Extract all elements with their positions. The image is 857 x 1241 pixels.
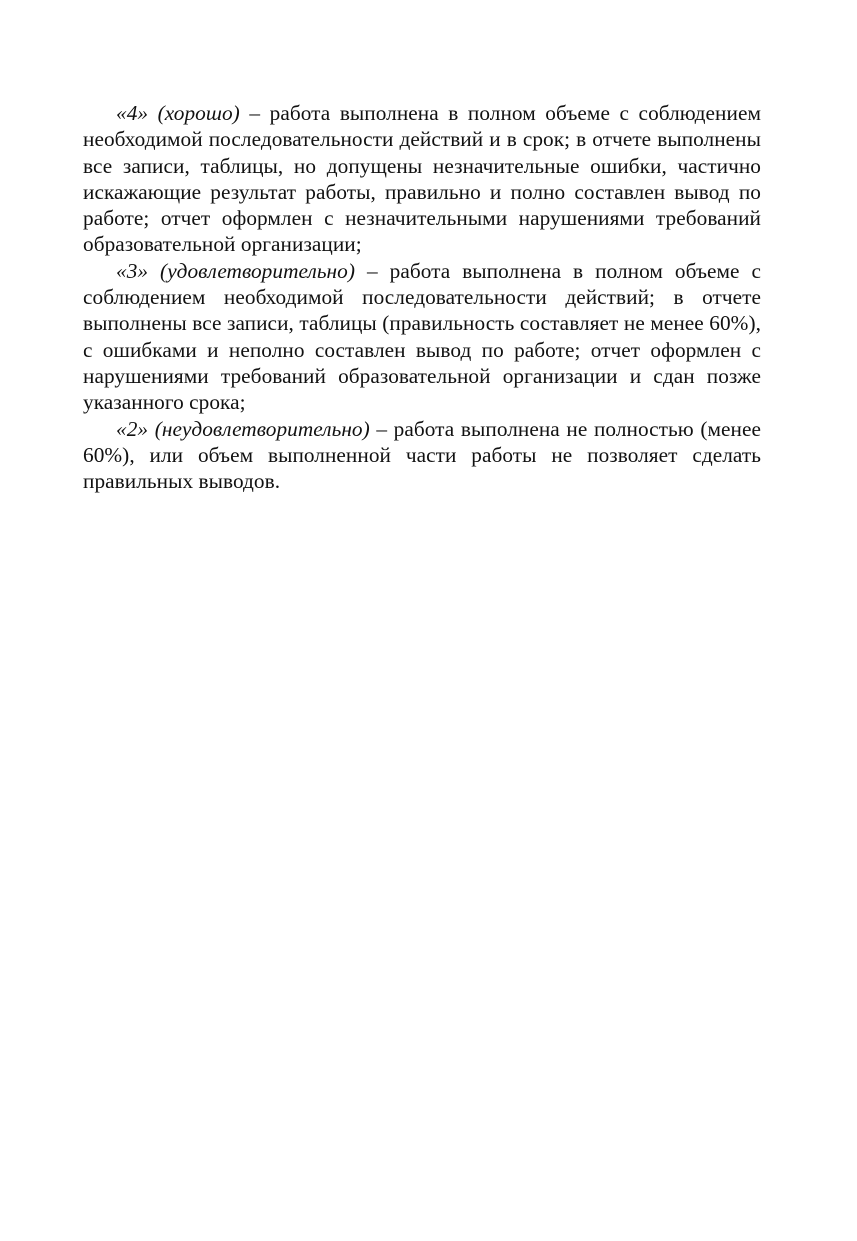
grade-3-description: – работа выполнена в полном объеме с соблюдением необходимой последовательности действий; в отчете выполнены все записи, таблицы (правильность составляет не менее 60%), с ошибками и неполно составлен вывод по работе; отчет оформлен с нарушениями требований образовательной организации и сдан позже указанного срока; xyxy=(83,258,761,415)
grade-2-description: – работа выполнена не полностью (менее 60%), или объем выполненной части работы не позволяет сделать правильных выводов. xyxy=(83,416,761,494)
grade-3-label: «3» (удовлетворительно) xyxy=(116,258,356,283)
grade-2-paragraph xyxy=(83,416,761,495)
grade-4-label: «4» (хорошо) xyxy=(116,101,240,125)
grade-4-paragraph xyxy=(83,100,761,258)
grading-criteria-text xyxy=(83,100,761,494)
grade-4-description: – работа выполнена в полном объеме с соблюдением необходимой последовательности действий и в срок; в отчете выполнены все записи, таблицы, но допущены незначительные ошибки, частично искажающие результат работы, правильно и полно составлен вывод по работе; отчет оформлен с незначительными нарушениями требований образовательной организации; xyxy=(83,101,761,257)
grade-3-paragraph xyxy=(83,258,761,416)
grade-2-label: «2» (неудовлетворительно) xyxy=(116,416,370,441)
